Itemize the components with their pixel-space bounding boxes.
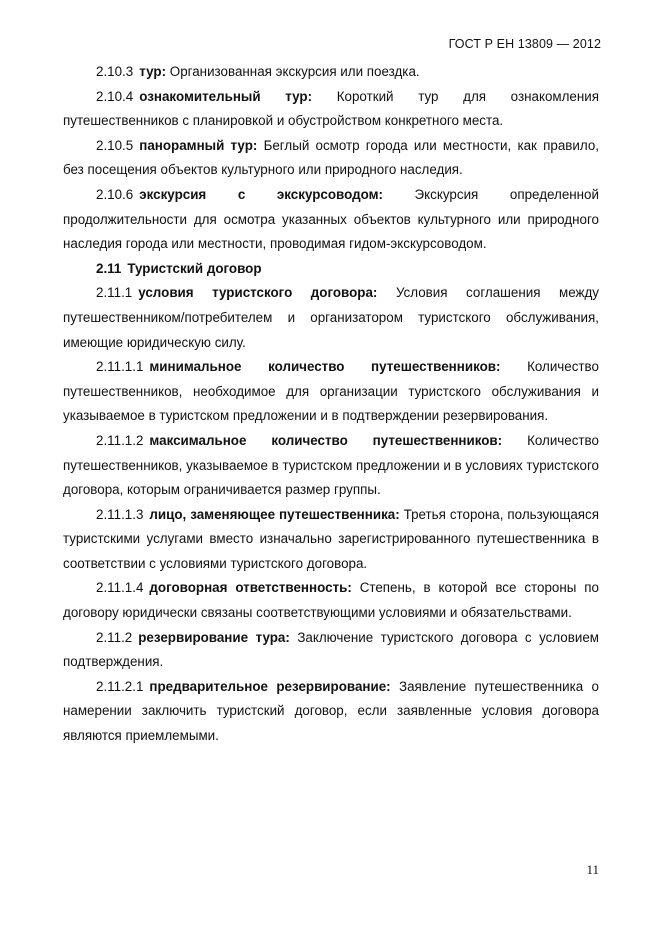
term-number: 2.10.6 [96,186,134,202]
term-name: условия туристского договора: [138,285,378,301]
term-number: 2.11.1.1 [96,359,144,375]
term-entry [63,626,599,675]
term-definition: Беглый осмотр города или местности, как правило, без посещения объектов культурного или природного наследия. [63,137,599,178]
term-name: экскурсия с экскурсоводом: [139,186,383,202]
term-definition: Экскурсия определенной продолжительности для осмотра указанных объектов культурного или природного наследия города или местности, проводимая гидом-экскурсоводом. [63,186,599,252]
document-header [449,37,601,51]
term-definition: Количество путешественников, указываемое в туристском предложении и в условиях туристского договора, которым ограничивается размер группы. [63,432,599,498]
term-name: ознакомительный тур: [139,88,313,104]
term-name: максимальное количество путешественников: [149,432,503,448]
standard-designation: ГОСТ Р ЕН 13809 — 2012 [448,37,601,51]
term-entry [63,355,599,429]
term-number: 2.10.5 [96,137,134,153]
term-entry [63,85,599,134]
term-name: панорамный тур: [139,137,258,153]
term-entry [63,675,599,749]
term-name: предварительное резервирование: [149,678,391,694]
term-entry [63,429,599,503]
term-name: минимальное количество путешественников: [149,359,501,375]
term-number: 2.10.3 [96,64,134,79]
term-entry [63,576,599,625]
term-number: 2.11.1.2 [96,432,144,448]
term-number: 2.11.1.3 [96,506,144,522]
term-definition: Короткий тур для ознакомления путешественников с планировкой и обустройством конкретного места. [63,88,599,129]
term-entry [63,281,599,355]
term-definition: Третья сторона, пользующаяся туристскими услугами вместо изначально зарегистрированного путешественника в соответствии с условиями туристского договора. [63,506,599,571]
term-name: тур: [139,64,167,79]
section-number: 2.11 [96,260,122,276]
term-name: резервирование тура: [138,629,290,645]
term-definition: Количество путешественников, необходимое для организации туристского обслуживания и указываемое в туристском предложении и в подтверждении резервирования. [63,359,599,424]
section-heading [63,257,599,282]
term-entry [63,503,599,577]
term-entry [63,183,599,257]
term-number: 2.11.1.4 [96,580,144,596]
term-entry [63,134,599,183]
term-definition: Условия соглашения между путешественником/потребителем и организатором туристского обслуживания, имеющие юридическую силу. [63,285,599,350]
term-number: 2.11.2.1 [96,678,144,694]
term-number: 2.11.1 [96,285,133,301]
term-entry [63,60,599,85]
term-name: лицо, заменяющее путешественника: [149,506,400,522]
term-number: 2.11.2 [96,629,133,645]
term-name: договорная ответственность: [149,580,352,596]
section-title: Туристский договор [127,260,262,276]
document-body [63,60,599,749]
term-definition: Заявление путешественника о намерении заключить туристский договор, если заявленные условия договора являются приемлемыми. [63,678,599,744]
term-number: 2.10.4 [96,88,134,104]
term-definition: Степень, в которой все стороны по договору юридически связаны соответствующими условиями и обязательствами. [63,580,599,621]
term-definition: Заключение туристского договора с условием подтверждения. [63,629,599,670]
term-definition: Организованная экскурсия или поездка. [169,64,420,79]
page-number: 11 [586,862,599,877]
